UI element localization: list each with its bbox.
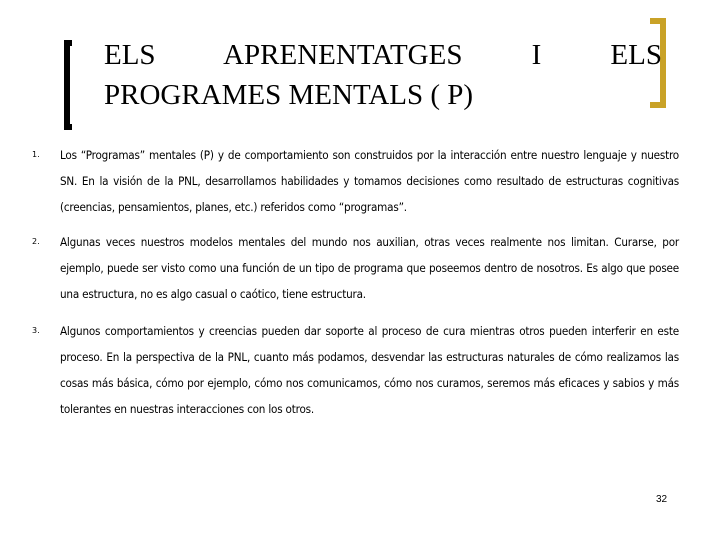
left-bracket-decoration xyxy=(64,40,72,130)
slide-title-line2: PROGRAMES MENTALS ( P) xyxy=(104,79,474,111)
list-item-text: Los “Programas” mentales (P) y de comportamiento son construidos por la interacción entre nuestro lenguaje y nuestro SN. En la visión de la PNL, desarrollamos habilidades y tomamos decisiones como resultado de estructuras cognitivas (creencias, pensamientos, planes, etc.) referidos como “programas”. xyxy=(60,148,679,214)
list-item-number: 2. xyxy=(32,237,40,246)
list-item-text: Algunos comportamientos y creencias pueden dar soporte al proceso de cura mientras otros pueden interferir en este proceso. En la perspectiva de la PNL, cuanto más podamos, desvendar las estructuras naturales de cómo realizamos las cosas más básica, cómo por ejemplo, cómo nos comunicamos, cómo nos curamos, seremos más eficaces y sabios y más tolerantes en nuestras interacciones con los otros. xyxy=(60,324,679,416)
page-number: 32 xyxy=(656,494,668,505)
slide-title-line1: ELS APRENENTATGES I ELS xyxy=(104,39,662,71)
list-item-number: 3. xyxy=(32,326,40,335)
list-item-number: 1. xyxy=(32,150,40,159)
list-item-text: Algunas veces nuestros modelos mentales del mundo nos auxilian, otras veces realmente nos limitan. Curarse, por ejemplo, puede ser visto como una función de un tipo de programa que poseemos dentro de nosotros. Es algo que posee una estructura, no es algo casual o caótico, tiene estructura. xyxy=(60,235,679,301)
